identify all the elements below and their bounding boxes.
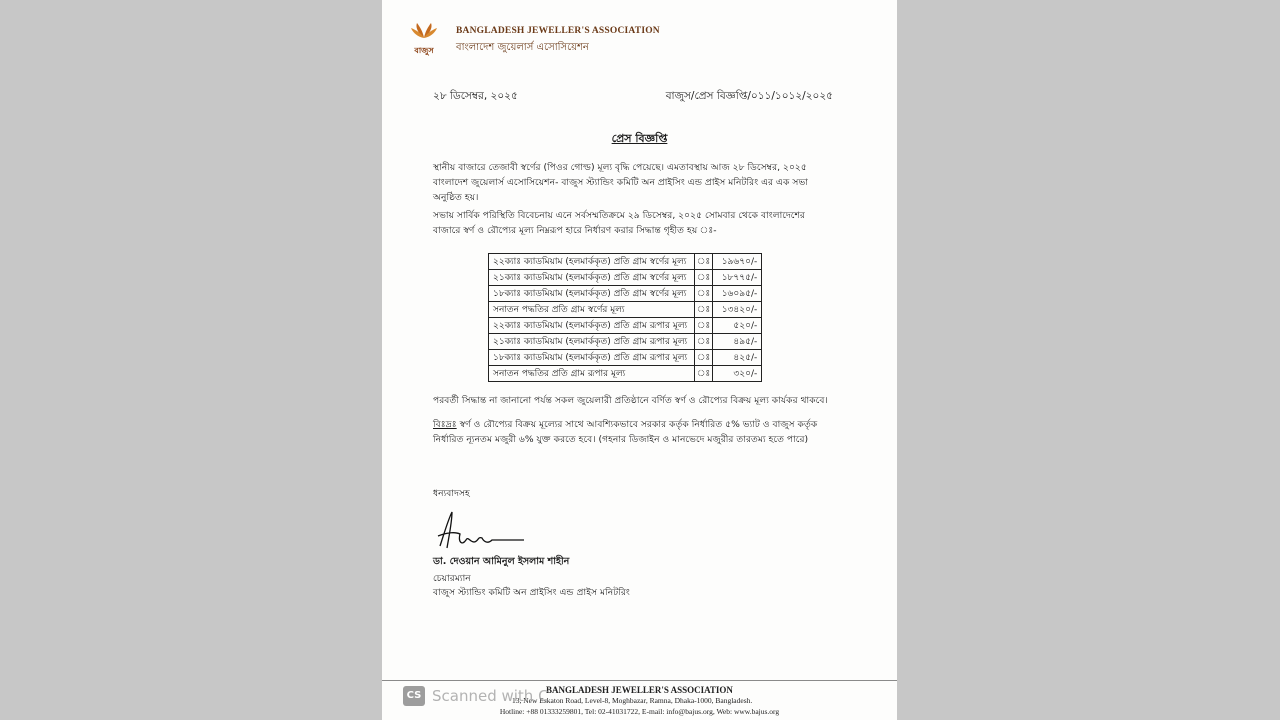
org-name-bn: বাংলাদেশ জুয়েলার্স এসোসিয়েশন <box>456 42 589 53</box>
price-value: ১৯৬৭০/- <box>713 254 762 270</box>
footer-org-name: BANGLADESH JEWELLER'S ASSOCIATION <box>546 685 733 695</box>
table-row <box>489 270 762 286</box>
table-row <box>489 334 762 350</box>
price-label: ২১ক্যাঃ ক্যাডমিয়াম (হলমার্ককৃত) প্রতি গ্রাম স্বর্ণের মূল্য <box>489 270 695 286</box>
svg-text:বাজুস: বাজুস <box>414 46 434 55</box>
separator: ঃ <box>695 334 713 350</box>
price-value: ১৮৭৭৫/- <box>713 270 762 286</box>
price-label: ২২ক্যাঃ ক্যাডমিয়াম (হলমার্ককৃত) প্রতি গ্রাম রূপার মূল্য <box>489 318 695 334</box>
validity-paragraph: পরবর্তী সিদ্ধান্ত না জানানো পর্যন্ত সকল জুয়েলারী প্রতিষ্ঠানে বর্ণিত স্বর্ণ ও রৌপ্যের বিক্রয় মূল্য কার্যকর থাকবে। <box>433 395 828 406</box>
price-label: ১৮ক্যাঃ ক্যাডমিয়াম (হলমার্ককৃত) প্রতি গ্রাম রূপার মূল্য <box>489 350 695 366</box>
note-text: স্বর্ণ ও রৌপ্যের বিক্রয় মূল্যের সাথে আবশ্যিকভাবে সরকার কর্তৃক নির্ধারিত ৫% ভ্যাট ও বাজুস কর্তৃক নির্ধারিত ন্যূনতম মজুরী ৬% যুক্ত করতে হবে। (গহনার ডিজাইন ও মানভেদে মজুরীর তারতম্য হতে পারে) <box>433 419 818 445</box>
scanner-watermark-text: Scanned with C <box>432 687 549 705</box>
table-row <box>489 350 762 366</box>
price-value: ১৬০৯৫/- <box>713 286 762 302</box>
separator: ঃ <box>695 254 713 270</box>
price-value: ৫২০/- <box>713 318 762 334</box>
price-value: ৩২০/- <box>713 366 762 382</box>
table-row <box>489 318 762 334</box>
footer-address: 13, New Eskaton Road, Level-8, Moghbazar, Ramna, Dhaka-1000, Bangladesh. <box>512 696 753 705</box>
price-label: সনাতন পদ্ধতির প্রতি গ্রাম রূপার মূল্য <box>489 366 695 382</box>
price-value: ৪২৫/- <box>713 350 762 366</box>
reference-number: বাজুস/প্রেস বিজ্ঞপ্তি/০১১/১০১২/২০২৫ <box>665 90 833 102</box>
footer-contact: Hotline: +88 01333259801, Tel: 02-41031722, E-mail: info@bajus.org, Web: www.bajus.org <box>499 707 780 716</box>
price-label: ১৮ক্যাঃ ক্যাডমিয়াম (হলমার্ককৃত) প্রতি গ্রাম স্বর্ণের মূল্য <box>489 286 695 302</box>
intro-paragraph: স্থানীয় বাজারে তেজাবী স্বর্ণের (পিওর গোল্ড) মূল্য বৃদ্ধি পেয়েছে। এমতাবস্থায় আজ ২৮ ডিসেম্বর, ২০২৫ বাংলাদেশ জুয়েলার্স এসোসিয়েশন- বাজুস স্ট্যান্ডিং কমিটি অন প্রাইসিং এন্ড প্রাইস মনিটরিং এর এক সভা অনুষ্ঠিত হয়। <box>433 162 808 203</box>
table-row <box>489 366 762 382</box>
camscanner-icon: CS <box>403 686 425 706</box>
separator: ঃ <box>695 286 713 302</box>
decision-paragraph: সভায় সার্বিক পরিস্থিতি বিবেচনায় এনে সর্বসম্মতিক্রমে ২৯ ডিসেম্বর, ২০২৫ সোমবার থেকে বাংলাদেশের বাজারে স্বর্ণ ও রৌপ্যের মূল্য নিম্নরূপ হারে নির্ধারণ করার সিদ্ধান্ত গৃহীত হয় ঃ- <box>433 210 805 236</box>
separator: ঃ <box>695 270 713 286</box>
table-row <box>489 254 762 270</box>
note-paragraph <box>433 417 833 447</box>
closing-text: ধন্যবাদসহ <box>433 488 470 499</box>
separator: ঃ <box>695 318 713 334</box>
price-value: ১৩৪২০/- <box>713 302 762 318</box>
price-label: ২১ক্যাঃ ক্যাডমিয়াম (হলমার্ককৃত) প্রতি গ্রাম রূপার মূল্য <box>489 334 695 350</box>
separator: ঃ <box>695 350 713 366</box>
document-page <box>382 0 897 720</box>
price-value: ৪৯৫/- <box>713 334 762 350</box>
signature <box>430 506 528 554</box>
price-table <box>488 253 762 382</box>
signatory-committee: বাজুস স্ট্যান্ডিং কমিটি অন প্রাইসিং এন্ড প্রাইস মনিটরিং <box>433 587 630 598</box>
signatory-role: চেয়ারম্যান <box>433 573 471 584</box>
footer-divider <box>382 680 897 681</box>
note-prefix: বিঃদ্রঃ <box>433 419 457 430</box>
separator: ঃ <box>695 366 713 382</box>
separator: ঃ <box>695 302 713 318</box>
signatory-name: ডা. দেওয়ান আমিনুল ইসলাম শাহীন <box>433 556 570 567</box>
table-row <box>489 286 762 302</box>
table-row <box>489 302 762 318</box>
org-name-en: BANGLADESH JEWELLER'S ASSOCIATION <box>456 26 660 36</box>
price-label: সনাতন পদ্ধতির প্রতি গ্রাম স্বর্ণের মূল্য <box>489 302 695 318</box>
price-label: ২২ক্যাঃ ক্যাডমিয়াম (হলমার্ককৃত) প্রতি গ্রাম স্বর্ণের মূল্য <box>489 254 695 270</box>
document-date: ২৮ ডিসেম্বর, ২০২৫ <box>433 90 518 102</box>
document-title: প্রেস বিজ্ঞপ্তি <box>611 132 668 145</box>
bajus-logo-icon <box>410 22 438 56</box>
